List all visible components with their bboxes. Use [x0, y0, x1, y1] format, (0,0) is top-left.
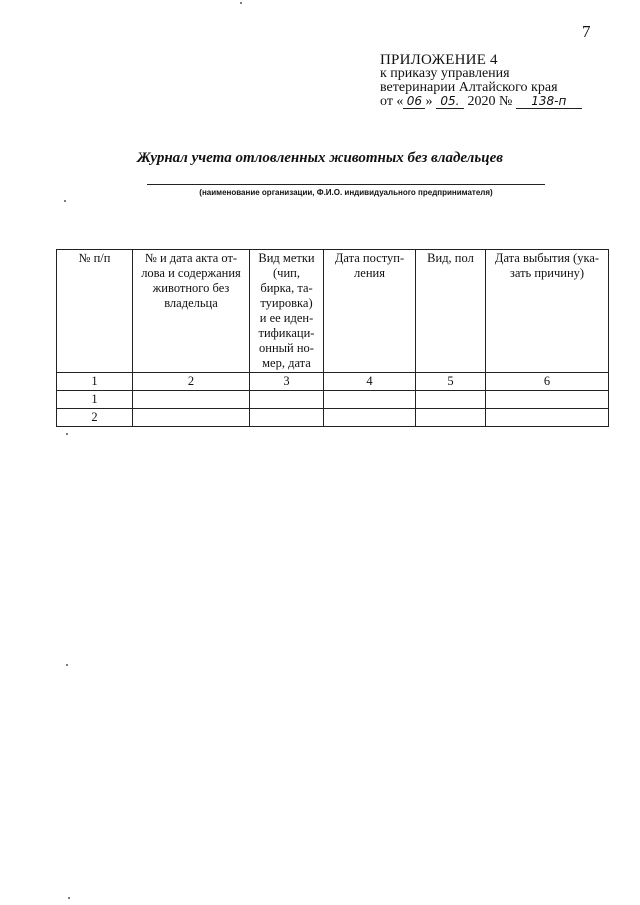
header-line: бирка, та-: [260, 281, 313, 295]
table-cell: [324, 391, 416, 409]
header-cell: [324, 250, 416, 373]
header-line: тификаци-: [258, 326, 315, 340]
handwritten-day: 06: [403, 95, 425, 109]
appendix-date-line: [380, 95, 582, 109]
date-prefix: от «: [380, 94, 404, 109]
scan-dot: [64, 200, 66, 202]
column-number-cell: 2: [133, 373, 250, 391]
table-cell: [486, 391, 609, 409]
header-cell: [57, 250, 133, 373]
scan-dot: [66, 664, 68, 666]
header-line: и ее иден-: [259, 311, 314, 325]
appendix-title: ПРИЛОЖЕНИЕ 4: [380, 52, 498, 68]
header-line: Дата поступ-: [334, 251, 405, 265]
date-mid: »: [425, 94, 433, 109]
header-line: мер, дата: [262, 356, 311, 370]
appendix-line-2: ветеринарии Алтайского края: [380, 80, 558, 95]
column-number-cell: 3: [250, 373, 324, 391]
header-line: № и дата акта от-: [144, 251, 238, 265]
header-cell: [416, 250, 486, 373]
organization-caption: (наименование организации, Ф.И.О. индивидуального предпринимателя): [199, 188, 493, 197]
header-line: лова и содержания: [141, 266, 241, 280]
header-cell: [250, 250, 324, 373]
header-line: животного без: [152, 281, 230, 295]
handwritten-order-number: 138-п: [516, 95, 582, 109]
table-cell: [416, 391, 486, 409]
appendix-block: [380, 53, 582, 109]
appendix-line-1: к приказу управления: [380, 66, 510, 81]
scan-dot: [66, 433, 68, 435]
table-cell: [133, 391, 250, 409]
table-header-row: [57, 250, 609, 373]
column-number-cell: 6: [486, 373, 609, 391]
scan-dot: [68, 897, 70, 899]
header-line: (чип,: [273, 266, 300, 280]
organization-underline: [147, 184, 545, 185]
header-cell: [486, 250, 609, 373]
header-line: ления: [354, 266, 385, 280]
table-cell: [486, 409, 609, 427]
table-cell: [133, 409, 250, 427]
column-number-row: [57, 373, 609, 391]
header-line: зать причину): [509, 266, 585, 280]
journal-table: [56, 249, 609, 427]
handwritten-month: 05.: [436, 95, 464, 109]
table-cell: [416, 409, 486, 427]
table-cell: [324, 409, 416, 427]
header-cell: [133, 250, 250, 373]
journal-heading: Журнал учета отловленных животных без владельцев: [137, 150, 503, 166]
header-line: туировка): [260, 296, 313, 310]
column-number-cell: 5: [416, 373, 486, 391]
header-line: Вид метки: [258, 251, 315, 265]
table-row: [57, 409, 609, 427]
header-line: онный но-: [259, 341, 314, 355]
header-line: № п/п: [78, 251, 111, 265]
header-line: владельца: [164, 296, 218, 310]
table-cell: [250, 409, 324, 427]
scan-dot: [240, 2, 242, 4]
table-cell: 1: [57, 391, 133, 409]
year-prefix: 2020 №: [467, 94, 513, 109]
header-line: Дата выбытия (ука-: [494, 251, 600, 265]
table-row: [57, 391, 609, 409]
table-cell: [250, 391, 324, 409]
header-line: Вид, пол: [427, 251, 474, 265]
table-cell: 2: [57, 409, 133, 427]
page-number: 7: [582, 22, 591, 41]
column-number-cell: 4: [324, 373, 416, 391]
column-number-cell: 1: [57, 373, 133, 391]
